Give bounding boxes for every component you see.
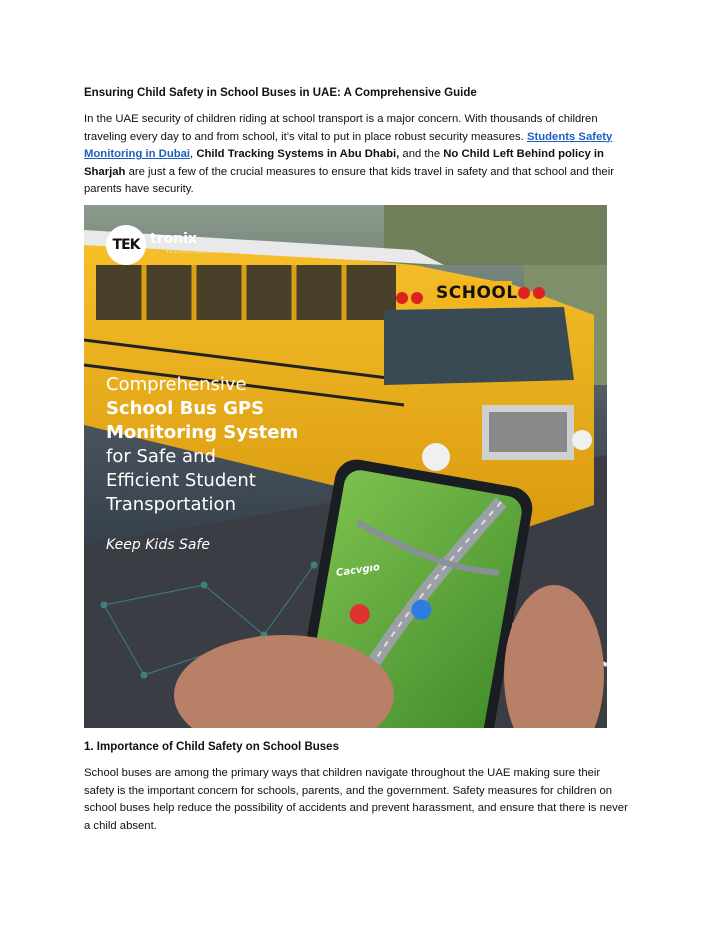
intro-text-2: , — [190, 148, 197, 160]
headline-line-5: Efficient Student — [106, 470, 256, 491]
intro-text-3: and the — [399, 148, 444, 160]
banner-tagline: Keep Kids Safe — [106, 537, 210, 553]
logo-subtitle: TECHNOLOGIES — [166, 249, 214, 254]
banner-headline — [106, 373, 366, 517]
tektronix-logo — [106, 225, 226, 265]
headline-line-3: Monitoring System — [106, 422, 299, 443]
intro-paragraph — [84, 111, 632, 199]
school-bus-gps-banner — [84, 205, 607, 728]
logo-name: tronix — [150, 231, 198, 247]
logo-mark: TEK — [106, 225, 146, 265]
headline-line-1: Comprehensive — [106, 374, 247, 395]
intro-bold-1: Child Tracking Systems in Abu Dhabi, — [196, 148, 400, 160]
bus-school-sign: SCHOOL — [436, 283, 518, 303]
intro-bold-2: No Child Left Behind policy in Sharjah — [84, 148, 604, 178]
phone-map-label: Cacvgıo — [335, 561, 381, 580]
headline-line-6: Transportation — [106, 494, 236, 515]
intro-text-1: In the UAE security of children riding at school transport is a major concern. With thousands of children traveling every day to and from school, it's vital to put in place robust security measures. — [84, 113, 598, 143]
headline-line-4: for Safe and — [106, 446, 216, 467]
students-safety-link[interactable]: Students Safety Monitoring in Dubai — [84, 130, 613, 160]
section-paragraph: School buses are among the primary ways that children navigate throughout the UAE making sure their safety is the important concern for schools, parents, and the government. Safety measures for children on school buses help reduce the possibility of accidents and prevent harassment, and ensure that there is never a child absent. — [84, 767, 628, 832]
document-title: Ensuring Child Safety in School Buses in UAE: A Comprehensive Guide — [84, 87, 477, 99]
intro-text-4: are just a few of the crucial measures to ensure that kids travel in safety and that school and their parents have security. — [84, 165, 614, 195]
headline-line-2: School Bus GPS — [106, 398, 265, 419]
section-heading: 1. Importance of Child Safety on School Buses — [84, 741, 339, 753]
